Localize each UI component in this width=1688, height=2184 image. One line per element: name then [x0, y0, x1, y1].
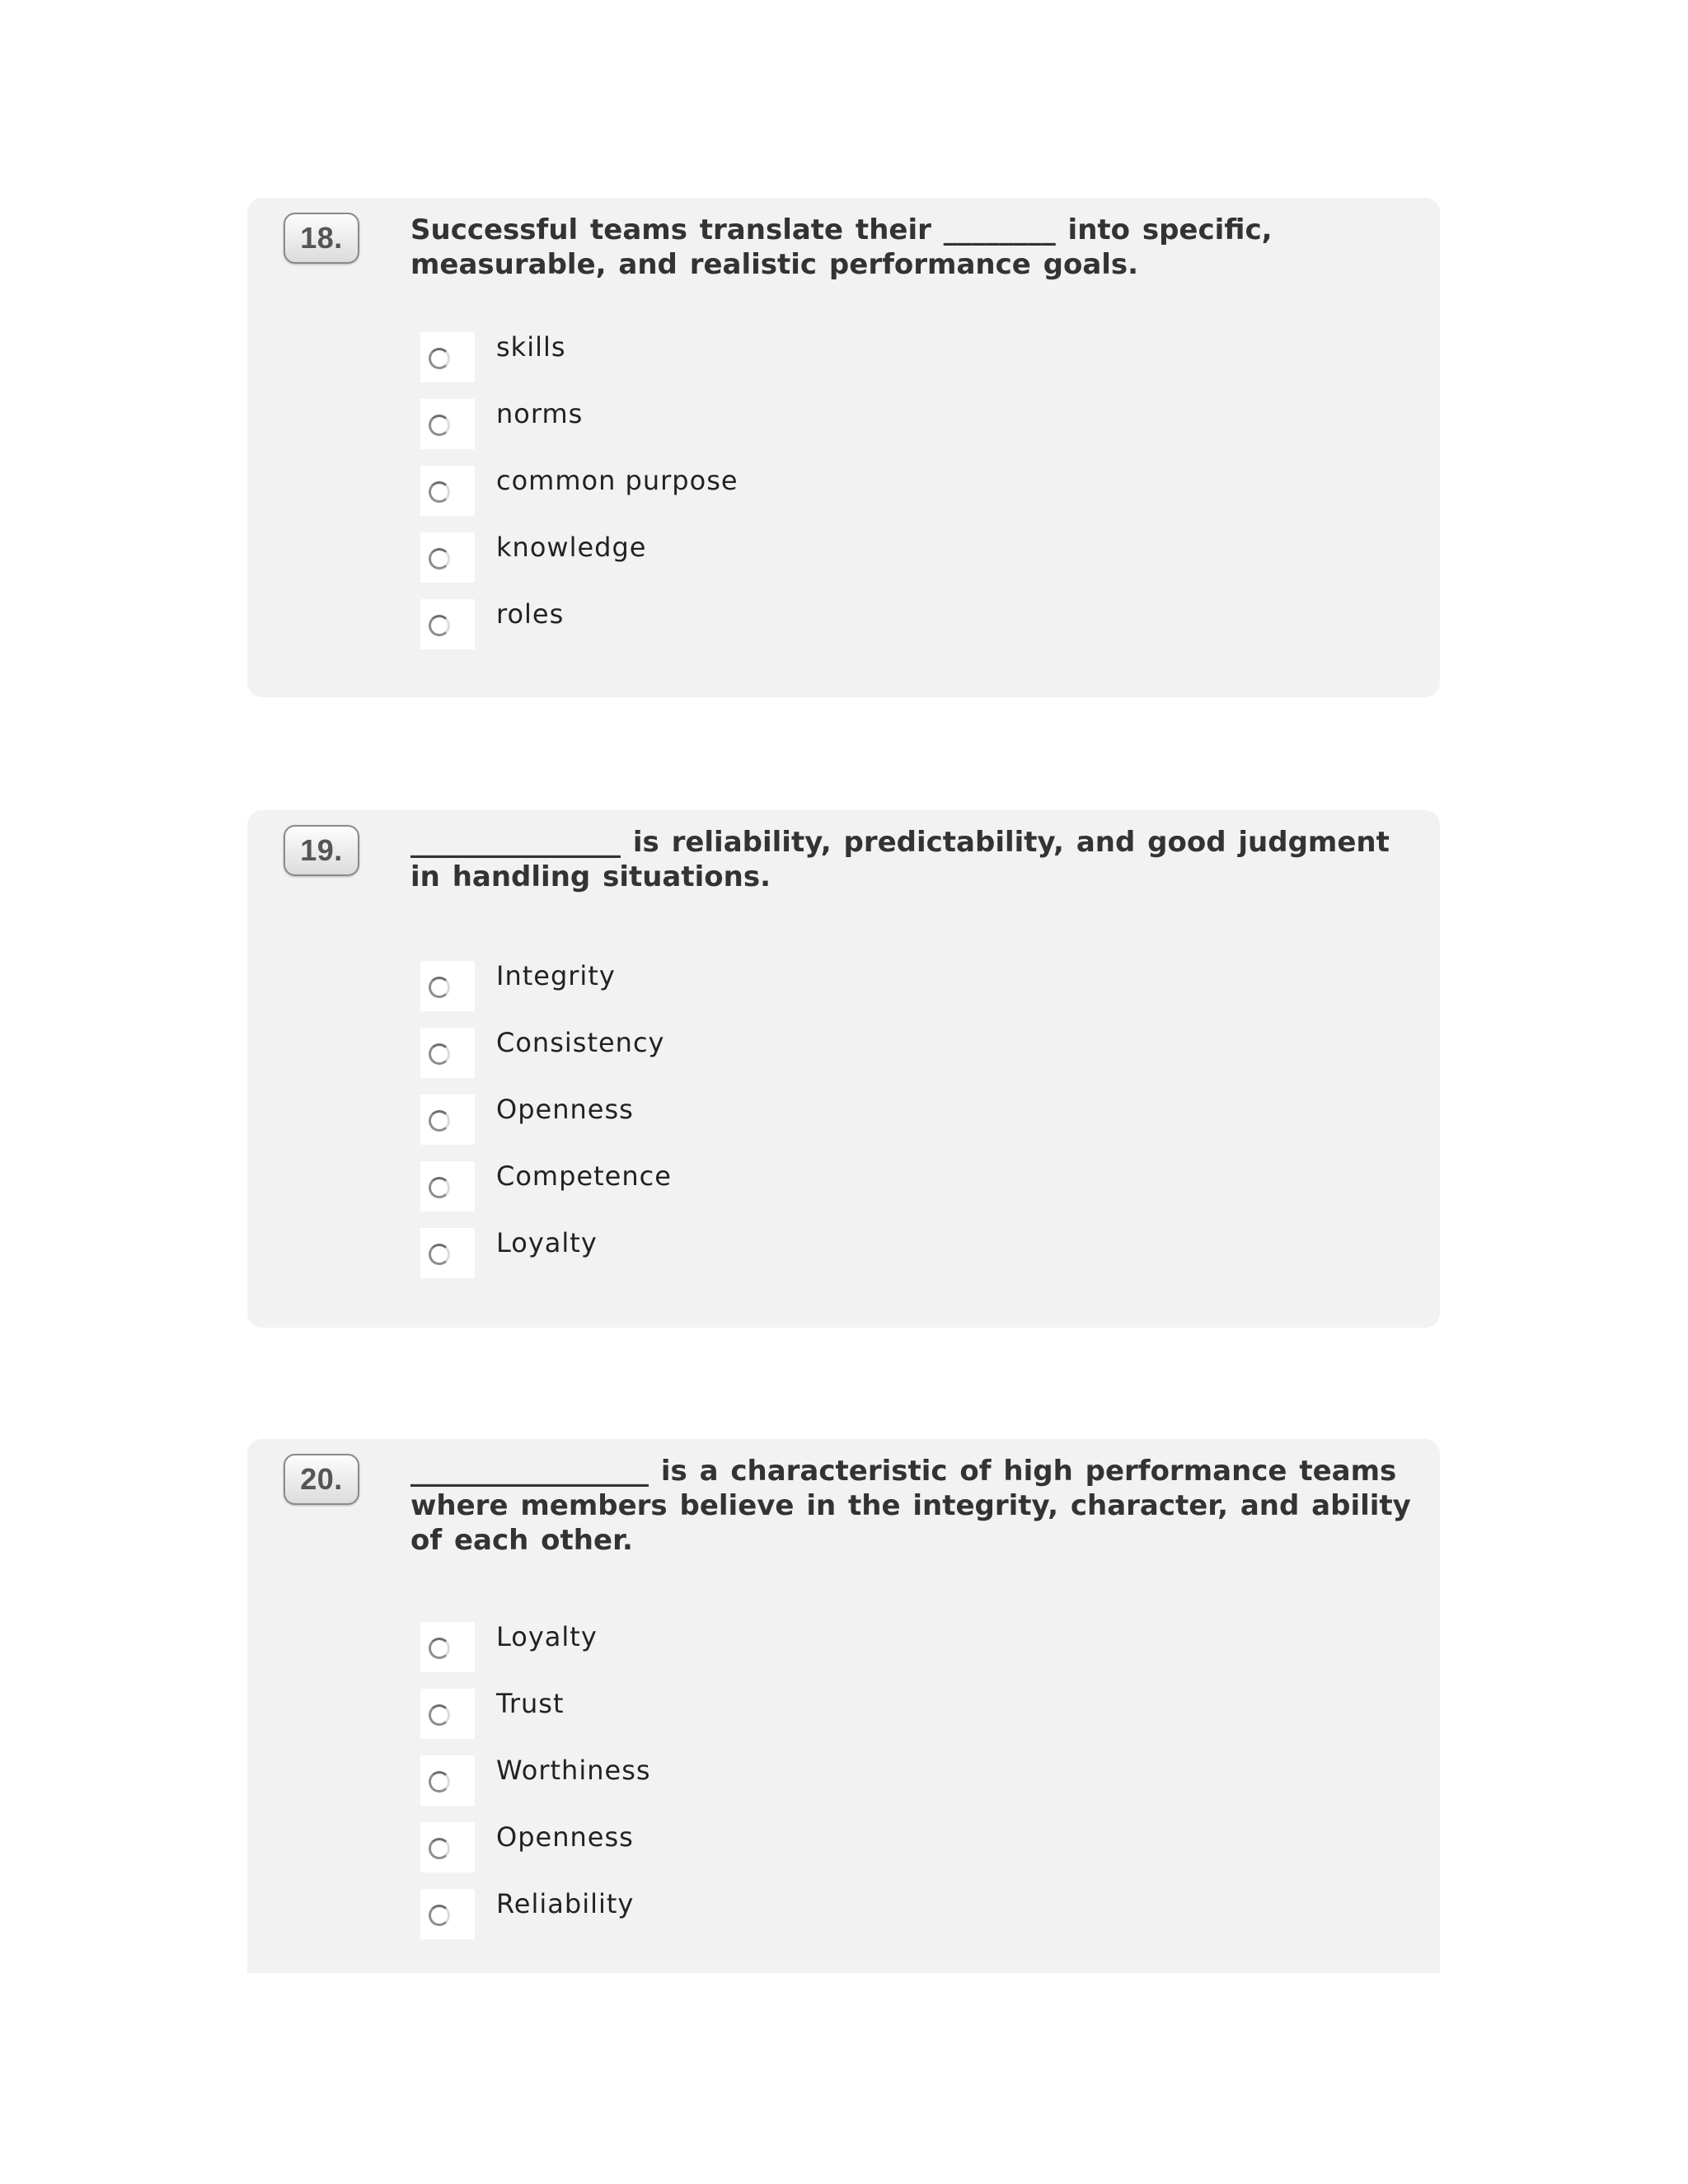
question-card: [247, 810, 1440, 1328]
answer-label[interactable]: Worthiness: [496, 1755, 651, 1786]
question-card: [247, 1439, 1440, 1973]
radio-circle-icon: [429, 1905, 450, 1926]
radio-circle-icon: [429, 1771, 450, 1793]
radio-button[interactable]: [420, 1822, 475, 1872]
answer-label[interactable]: Openness: [496, 1094, 634, 1125]
answer-label[interactable]: Integrity: [496, 960, 616, 991]
question-text: _________________ is a characteristic of high performance teams where members believe in the integrity, character, and ability of each other.: [410, 1455, 1411, 1557]
radio-circle-icon: [429, 615, 450, 636]
answer-label[interactable]: Loyalty: [496, 1227, 598, 1258]
radio-button[interactable]: [420, 1028, 475, 1078]
answer-label[interactable]: Loyalty: [496, 1621, 598, 1652]
answer-label[interactable]: skills: [496, 331, 566, 363]
radio-circle-icon: [429, 481, 450, 503]
question-number-badge: 20.: [284, 1454, 359, 1505]
question-card: [247, 198, 1440, 697]
radio-button[interactable]: [420, 532, 475, 583]
question-text: _______________ is reliability, predictability, and good judgment in handling situations.: [410, 826, 1390, 893]
answer-label[interactable]: roles: [496, 598, 565, 630]
radio-button[interactable]: [420, 332, 475, 382]
answer-label[interactable]: Trust: [496, 1688, 565, 1719]
answer-label[interactable]: norms: [496, 398, 584, 429]
answer-label[interactable]: Openness: [496, 1821, 634, 1853]
radio-circle-icon: [429, 1244, 450, 1265]
radio-button[interactable]: [420, 1622, 475, 1672]
radio-button[interactable]: [420, 1889, 475, 1939]
radio-circle-icon: [429, 1177, 450, 1198]
radio-circle-icon: [429, 548, 450, 569]
answer-label[interactable]: common purpose: [496, 465, 738, 496]
question-number-badge: 18.: [284, 213, 359, 264]
radio-button[interactable]: [420, 1161, 475, 1212]
answer-label[interactable]: Consistency: [496, 1027, 665, 1058]
question-number-badge: 19.: [284, 825, 359, 876]
radio-button[interactable]: [420, 1755, 475, 1806]
radio-button[interactable]: [420, 399, 475, 449]
radio-circle-icon: [429, 415, 450, 436]
radio-button[interactable]: [420, 599, 475, 649]
answer-label[interactable]: Competence: [496, 1160, 672, 1192]
radio-button[interactable]: [420, 1228, 475, 1278]
radio-circle-icon: [429, 977, 450, 998]
answer-label[interactable]: Reliability: [496, 1888, 635, 1919]
radio-button[interactable]: [420, 961, 475, 1011]
radio-circle-icon: [429, 1704, 450, 1726]
radio-circle-icon: [429, 1043, 450, 1065]
answer-label[interactable]: knowledge: [496, 532, 647, 563]
radio-circle-icon: [429, 1638, 450, 1659]
radio-button[interactable]: [420, 1689, 475, 1739]
question-text: Successful teams translate their ________ into specific, measurable, and realistic performance goals.: [410, 213, 1273, 281]
radio-circle-icon: [429, 1838, 450, 1859]
radio-circle-icon: [429, 348, 450, 369]
radio-button[interactable]: [420, 1094, 475, 1145]
radio-button[interactable]: [420, 466, 475, 516]
radio-circle-icon: [429, 1110, 450, 1132]
